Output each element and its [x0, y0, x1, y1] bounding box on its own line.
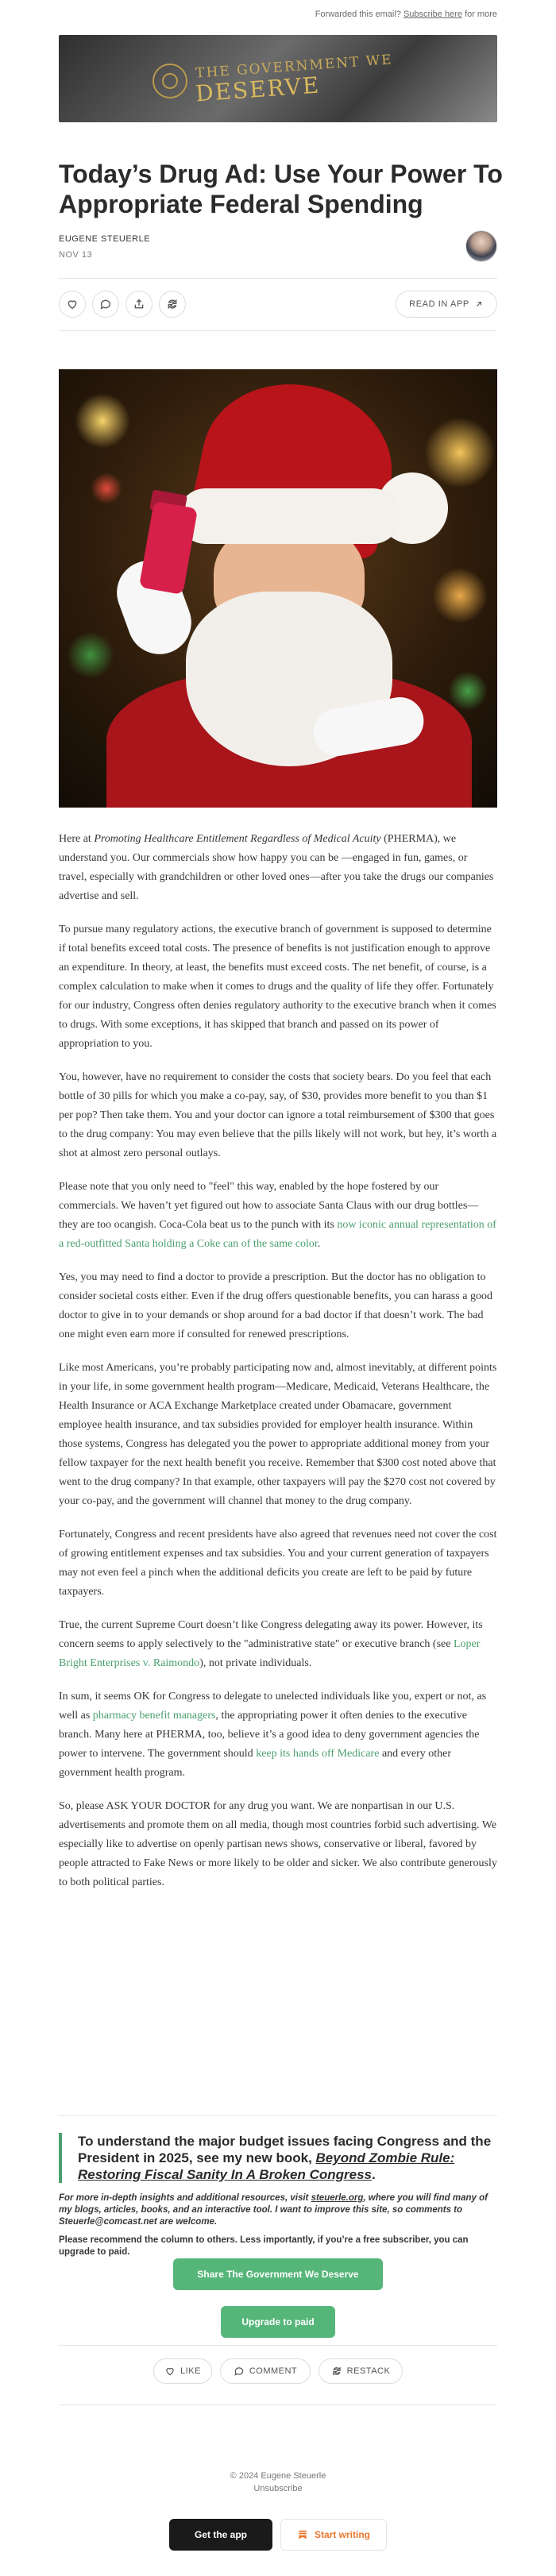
- paragraph: Yes, you may need to find a doctor to provide a prescription. But the doctor has no obligation to consider societal costs either. Even if the drug offers questionable benefits, you can harass a good doctor to give in to your demands or shop around for a bad doctor if that doesn’t work. The bad one might even earn more if consulted for renewed prescriptions.: [59, 1271, 492, 1340]
- banner-line-1: THE GOVERNMENT WE: [195, 52, 394, 82]
- arrow-up-right-icon: [474, 299, 484, 309]
- divider: [59, 278, 497, 279]
- start-writing-button[interactable]: [280, 2519, 387, 2551]
- article-body: [59, 830, 497, 1907]
- post-date: NOV 13: [59, 250, 93, 260]
- restack-pill[interactable]: [319, 2358, 403, 2384]
- comment-icon: [234, 2366, 245, 2377]
- read-in-app-button[interactable]: [396, 291, 497, 318]
- comment-pill[interactable]: [220, 2358, 311, 2384]
- restack-icon: [331, 2366, 342, 2377]
- like-button[interactable]: [59, 291, 86, 318]
- comment-button[interactable]: [92, 291, 119, 318]
- book-link[interactable]: Beyond Zombie Rule: Restoring Fiscal Sanity In A Broken Congress: [78, 2150, 455, 2182]
- forward-suffix: for more: [465, 10, 497, 19]
- upgrade-button[interactable]: Upgrade to paid: [221, 2306, 335, 2338]
- subscribe-link[interactable]: Subscribe here: [403, 10, 462, 19]
- unsubscribe-link[interactable]: Unsubscribe: [253, 2484, 303, 2493]
- heart-icon: [66, 298, 79, 310]
- like-pill[interactable]: [153, 2358, 212, 2384]
- hands-off-medicare-link[interactable]: keep its hands off Medicare: [256, 1748, 380, 1760]
- book-callout: [59, 2133, 497, 2258]
- comment-label: COMMENT: [249, 2366, 298, 2376]
- post-title[interactable]: Today’s Drug Ad: Use Your Power To Appropriate Federal Spending: [59, 160, 503, 218]
- book-quote: To understand the major budget issues facing Congress and the President in 2025, see my new book, Beyond Zombie Rule: Restoring Fiscal Sanity In A Broken Congress.: [59, 2133, 497, 2183]
- restack-icon: [166, 298, 179, 310]
- pharmacy-benefit-managers-link[interactable]: pharmacy benefit managers: [92, 1710, 216, 1722]
- share-publication-button[interactable]: Share The Government We Deserve: [173, 2258, 383, 2290]
- seal-icon: [153, 64, 187, 98]
- paragraph: Like most Americans, you’re probably participating now and, almost inevitably, at different points in your life, in some government health program—Medicare, Medicaid, Veterans Healthcare, the Health Insurance or ACA Exchange Marketplace created under Obamacare, government employee health insurance, and tax subsidies provided for employer health insurance. Within those systems, Congress has delegated you the power to appropriate additional money from your fellow taxpayer for the next health benefit you receive. Remember that $300 cost noted above that went to the drug company? In that example, other taxpayers will pay the $270 cost not covered by your co-pay, and the government will channel that money to the drug company.: [59, 1362, 497, 1507]
- divider: [59, 2404, 497, 2405]
- paragraph: Fortunately, Congress and recent presidents have also agreed that revenues need not cover the cost of growing entitlement expenses and tax subsidies. You and your current generation of taxpayers may not even feel a pinch when the additional deficits you create are left to be paid by future taxpayers.: [59, 1529, 497, 1598]
- share-icon: [133, 298, 145, 310]
- steuerle-org-link[interactable]: steuerle.org: [311, 2193, 364, 2203]
- paragraph: Please note that you only need to "feel" this way, enabled by the hope fostered by our commercials. We haven’t yet figured out how to associate Santa Claus with our drug bottles—they are too ocangish. Coca-Cola beat us to the punch with its now iconic annual representation of a red-outfitted Santa holding a Coke can of the same color.: [59, 1181, 496, 1250]
- coca-cola-santa-link[interactable]: now iconic annual representation of a red-outfitted Santa holding a Coke can of the same color: [59, 1219, 496, 1250]
- loper-bright-link[interactable]: Loper Bright Enterprises v. Raimondo: [59, 1638, 481, 1669]
- start-writing-label: Start writing: [314, 2529, 370, 2540]
- read-in-app-label: READ IN APP: [409, 299, 469, 309]
- publication-banner[interactable]: [59, 35, 497, 122]
- pill-bottle: [139, 501, 198, 595]
- santa-illustration[interactable]: [59, 369, 497, 808]
- divider: [59, 330, 497, 331]
- paragraph: True, the current Supreme Court doesn’t like Congress delegating away its power. However, its concern seems to apply selectively to the "administrative state" or executive branch (see Loper Bright Enterprises v. Raimondo), not private individuals.: [59, 1619, 483, 1669]
- restack-button[interactable]: [159, 291, 186, 318]
- heart-icon: [164, 2366, 176, 2377]
- banner-line-2: DESERVE: [195, 71, 322, 107]
- paragraph: You, however, have no requirement to consider the costs that society bears. Do you feel that each bottle of 30 pills for which you make a co-pay, say, of $30, provides more benefit to you than $1 per pop? Then take them. You and your doctor can ignore a total reimbursement of $300 that goes to the drug company: You may even believe that the pills likely will not work, but hey, it’s worth a shot at almost zero personal outlays.: [59, 1071, 497, 1159]
- forward-notice: [0, 0, 556, 29]
- forward-prefix: Forwarded this email?: [315, 10, 401, 19]
- recommend-note: Please recommend the column to others. Less importantly, if you’re a free subscriber, you can upgrade to paid.: [59, 2235, 469, 2257]
- divider: [59, 2345, 497, 2346]
- like-label: LIKE: [180, 2366, 201, 2376]
- post-author[interactable]: EUGENE STEUERLE: [59, 234, 151, 244]
- author-avatar[interactable]: [465, 230, 497, 262]
- paragraph: In sum, it seems OK for Congress to delegate to unelected individuals like you, expert or not, as well as pharmacy benefit managers, the appropriating power it often denies to the executive branch. Many here at PHERMA, too, believe it’s a good idea to deny government agencies the power to intervene. The government should keep its hands off Medicare and every other government health program.: [59, 1691, 487, 1779]
- share-button[interactable]: [125, 291, 153, 318]
- paragraph: So, please ASK YOUR DOCTOR for any drug you want. We are nonpartisan in our U.S. advertisements and promote them on all media, though most countries forbid such advertising. We especially like to advertise on openly partisan news shows, conservative or liberal, favored by people attracted to Fake News or more likely to be older and sicker. We also contribute generously to both political parties.: [59, 1800, 497, 1888]
- copyright: © 2024 Eugene Steuerle: [230, 2471, 326, 2481]
- paragraph: To pursue many regulatory actions, the executive branch of government is supposed to determine if total benefits exceed total costs. The presence of benefits is not justification enough to approve an expenditure. In theory, at least, the benefits must exceed costs. The net benefit, of course, is a complex calculation to make when it comes to drugs and the quality of life they offer. Fortunately for our industry, Congress often denies regulatory authority to the executive branch when it comes to drugs. With some exceptions, it has skipped that branch and passed on its power of appropriation to you.: [59, 924, 496, 1050]
- restack-label: RESTACK: [346, 2366, 391, 2376]
- resources-note: For more in-depth insights and additional resources, visit steuerle.org, where you will find many of my blogs, articles, books, and an interactive tool. I want to improve this site, so comments to Steuerle@comcast.net are welcome.: [59, 2193, 488, 2227]
- paragraph: Here at Promoting Healthcare Entitlement Regardless of Medical Acuity (PHERMA), we understand you. Our commercials show how happy you can be —engaged in fun, games, or travel, especially with grandchildren or other loved ones—after you take the drugs our companies advertise and sell.: [59, 833, 494, 902]
- divider: [59, 2115, 497, 2116]
- comment-icon: [99, 298, 112, 310]
- get-app-button[interactable]: Get the app: [169, 2519, 272, 2551]
- substack-icon: [297, 2529, 308, 2540]
